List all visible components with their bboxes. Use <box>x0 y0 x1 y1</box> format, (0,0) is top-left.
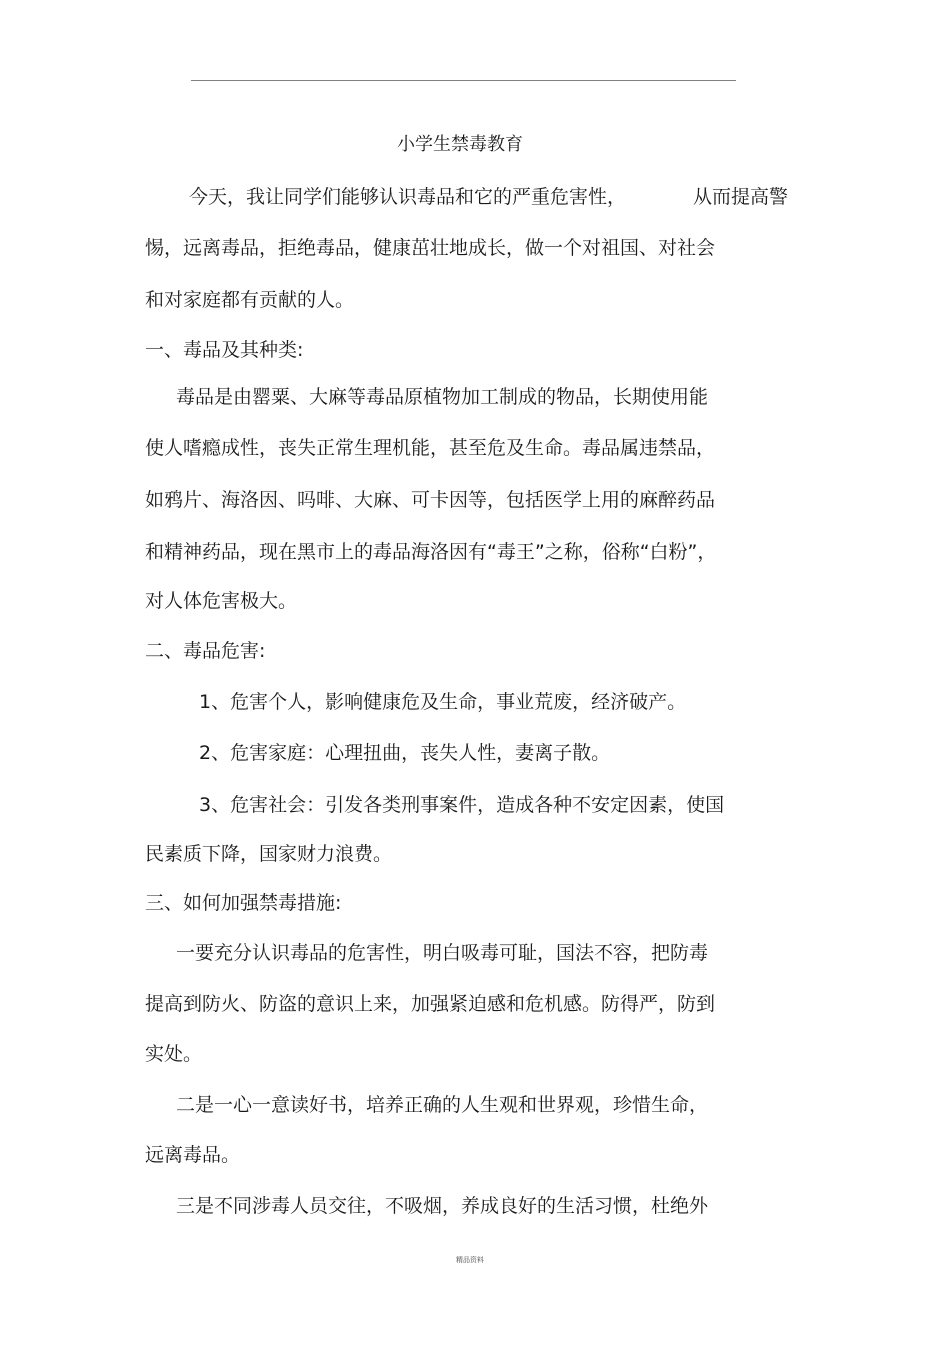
section-1-line: 对人体危害极大。 <box>145 590 298 612</box>
intro-line-1b: 从而提高警 <box>693 186 789 208</box>
section-2-item: 2、危害家庭：心理扭曲，丧失人性，妻离子散。 <box>199 742 611 764</box>
section-3-line: 提高到防火、防盗的意识上来，加强紧迫感和危机感。防得严，防到 <box>145 993 716 1015</box>
section-2-item: 民素质下降，国家财力浪费。 <box>145 843 393 865</box>
section-2-item: 3、危害社会：引发各类刑事案件，造成各种不安定因素，使国 <box>199 794 725 816</box>
intro-line-3: 和对家庭都有贡献的人。 <box>145 289 355 311</box>
section-2-item: 1、危害个人，影响健康危及生命，事业荒废，经济破产。 <box>199 691 687 713</box>
document-title: 小学生禁毒教育 <box>397 134 523 155</box>
intro-line-2: 惕，远离毒品，拒绝毒品，健康茁壮地成长，做一个对祖国、对社会 <box>145 237 716 259</box>
section-3-line: 远离毒品。 <box>145 1144 241 1166</box>
section-3-line: 三是不同涉毒人员交往，不吸烟，养成良好的生活习惯，杜绝外 <box>176 1195 709 1217</box>
section-3-line: 实处。 <box>145 1043 203 1065</box>
section-1-heading: 一、毒品及其种类: <box>145 339 304 361</box>
intro-line-1a: 今天，我让同学们能够认识毒品和它的严重危害性， <box>189 186 627 208</box>
page-footer: 精品资料 <box>456 1256 484 1264</box>
section-1-line: 使人嗜瘾成性，丧失正常生理机能，甚至危及生命。毒品属违禁品， <box>145 437 716 459</box>
section-1-line: 和精神药品，现在黑市上的毒品海洛因有“毒王”之称，俗称“白粉”， <box>145 541 717 563</box>
section-3-line: 一要充分认识毒品的危害性，明白吸毒可耻，国法不容，把防毒 <box>176 942 709 964</box>
section-3-line: 二是一心一意读好书，培养正确的人生观和世界观，珍惜生命， <box>176 1094 709 1116</box>
header-rule <box>191 80 736 81</box>
section-3-heading: 三、如何加强禁毒措施: <box>145 892 342 914</box>
section-1-line: 如鸦片、海洛因、吗啡、大麻、可卡因等，包括医学上用的麻醉药品 <box>145 489 716 511</box>
section-1-line: 毒品是由罂粟、大麻等毒品原植物加工制成的物品，长期使用能 <box>176 386 709 408</box>
section-2-heading: 二、毒品危害: <box>145 640 266 662</box>
